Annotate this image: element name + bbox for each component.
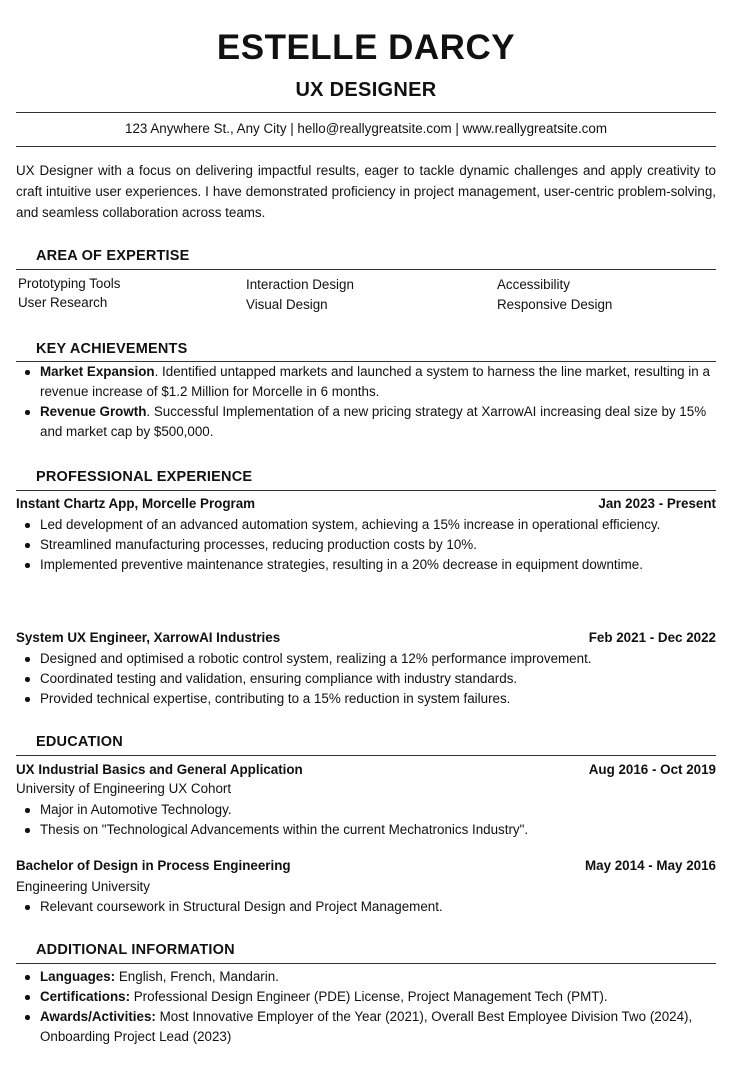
list-item: Implemented preventive maintenance strategies, resulting in a 20% decrease in equipment downtime. <box>40 555 730 575</box>
job-title: System UX Engineer, XarrowAI Industries <box>16 630 281 645</box>
education-dates: May 2014 - May 2016 <box>584 858 716 873</box>
education-header <box>16 858 716 876</box>
job-header <box>16 496 716 514</box>
divider <box>16 963 716 964</box>
item-label: Languages: <box>40 969 116 984</box>
list-item <box>40 402 730 442</box>
education-bullets <box>16 800 730 840</box>
divider <box>16 755 716 756</box>
expertise-item: Prototyping Tools <box>18 276 121 291</box>
candidate-role: UX DESIGNER <box>295 79 437 101</box>
job-header <box>16 630 716 648</box>
job-title: Instant Chartz App, Morcelle Program <box>16 496 256 511</box>
item-text: . Successful Implementation of a new pricing strategy at XarrowAI increasing deal size by 15% and market cap by $500,000. <box>40 404 707 439</box>
list-item: Designed and optimised a robotic control system, realizing a 12% performance improvement. <box>40 649 730 669</box>
degree-title: Bachelor of Design in Process Engineering <box>16 858 291 873</box>
list-item <box>40 967 730 987</box>
section-title-experience: PROFESSIONAL EXPERIENCE <box>36 469 253 485</box>
expertise-grid <box>18 276 718 320</box>
additional-list <box>16 967 730 1047</box>
list-item: Coordinated testing and validation, ensuring compliance with industry standards. <box>40 669 730 689</box>
list-item: Thesis on "Technological Advancements within the current Mechatronics Industry". <box>40 820 730 840</box>
item-label: Certifications: <box>40 989 131 1004</box>
list-item: Provided technical expertise, contributing to a 15% reduction in system failures. <box>40 689 730 709</box>
list-item: Led development of an advanced automation system, achieving a 15% increase in operational efficiency. <box>40 515 730 535</box>
job-bullets <box>16 649 730 709</box>
section-title-expertise: AREA OF EXPERTISE <box>36 248 190 264</box>
item-label: Revenue Growth <box>40 404 147 419</box>
school-name: Engineering University <box>16 879 150 894</box>
candidate-name: ESTELLE DARCY <box>216 28 516 67</box>
item-text: English, French, Mandarin. <box>115 969 279 984</box>
degree-title: UX Industrial Basics and General Application <box>16 762 303 777</box>
expertise-item: Visual Design <box>246 297 328 312</box>
achievements-list <box>16 362 730 442</box>
section-title-education: EDUCATION <box>36 734 123 750</box>
list-item <box>40 987 730 1007</box>
expertise-item: Accessibility <box>497 277 570 292</box>
item-label: Market Expansion <box>40 364 155 379</box>
divider <box>16 269 716 270</box>
list-item: Streamlined manufacturing processes, reducing production costs by 10%. <box>40 535 730 555</box>
section-title-achievements: KEY ACHIEVEMENTS <box>36 341 188 357</box>
divider <box>16 490 716 491</box>
job-dates: Jan 2023 - Present <box>598 496 716 511</box>
expertise-item: Interaction Design <box>246 277 354 292</box>
list-item: Major in Automotive Technology. <box>40 800 730 820</box>
school-name: University of Engineering UX Cohort <box>16 781 232 796</box>
item-text: . Identified untapped markets and launched a system to harness the line market, resulting in a revenue increase of $1.2 Million for Morcelle in 6 months. <box>40 364 710 399</box>
expertise-item: Responsive Design <box>497 297 613 312</box>
job-bullets <box>16 515 730 575</box>
list-item: Relevant coursework in Structural Design and Project Management. <box>40 897 730 917</box>
summary-paragraph: UX Designer with a focus on delivering impactful results, eager to tackle dynamic challenges and apply creativity to craft intuitive user experiences. I have demonstrated proficiency in project management, user-centric problem-solving, and seamless collaboration across teams. <box>16 163 716 220</box>
divider <box>16 112 716 113</box>
list-item <box>40 1007 730 1047</box>
expertise-item: User Research <box>18 295 108 310</box>
item-label: Awards/Activities: <box>40 1009 156 1024</box>
item-text: Most Innovative Employer of the Year (2021), Overall Best Employee Division Two (2024), Onboarding Project Lead (2023) <box>40 1009 693 1044</box>
job-dates: Feb 2021 - Dec 2022 <box>588 630 716 645</box>
education-header <box>16 762 716 780</box>
contact-line: 123 Anywhere St., Any City | hello@reallygreatsite.com | www.reallygreatsite.com <box>125 121 607 136</box>
education-dates: Aug 2016 - Oct 2019 <box>588 762 716 777</box>
section-title-additional: ADDITIONAL INFORMATION <box>36 942 235 958</box>
list-item <box>40 362 730 402</box>
item-text: Professional Design Engineer (PDE) License, Project Management Tech (PMT). <box>130 989 608 1004</box>
education-bullets <box>16 897 730 917</box>
divider <box>16 146 716 147</box>
